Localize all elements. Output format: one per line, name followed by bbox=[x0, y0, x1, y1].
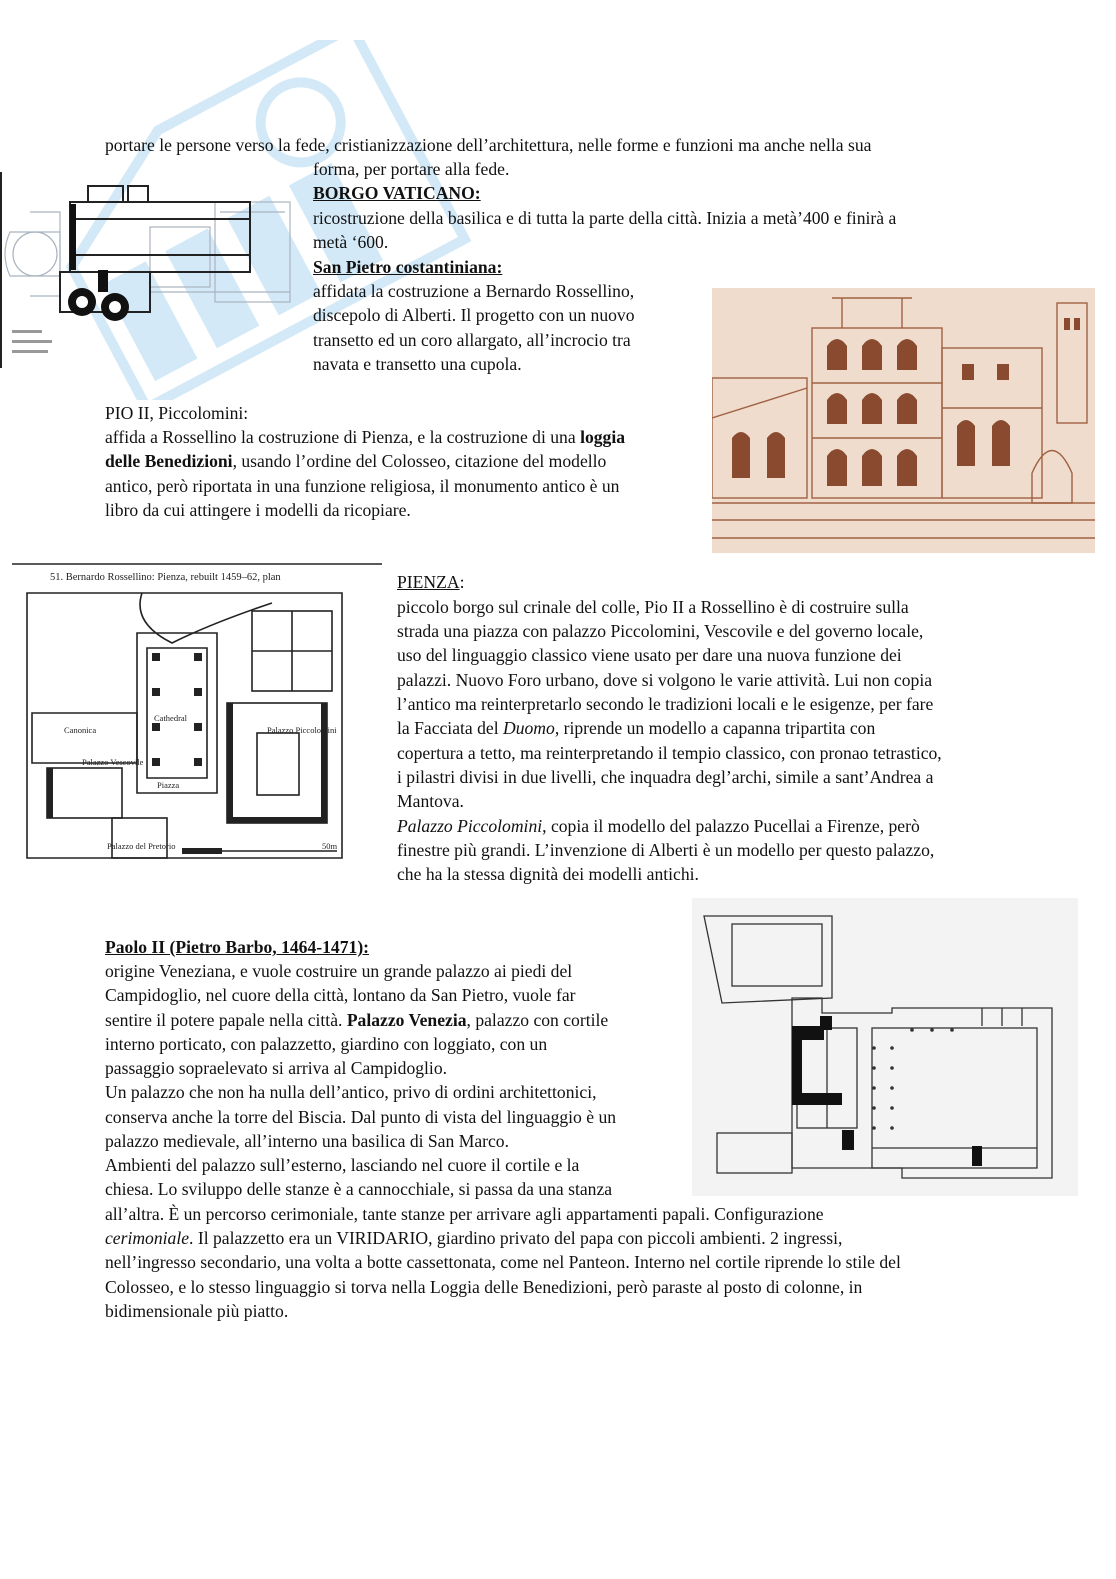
pienza-plan-caption: 51. Bernardo Rossellino: Pienza, rebuilt 1459–62, plan bbox=[50, 572, 281, 583]
paolo-line-5: passaggio sopraelevato si arriva al Campidoglio. bbox=[105, 1058, 448, 1078]
pio-line-2: delle Benedizioni, usando l’ordine del Colosseo, citazione del modello bbox=[105, 451, 607, 471]
paolo-line-9: Ambienti del palazzo sull’esterno, lasciando nel cuore il cortile e la bbox=[105, 1155, 580, 1175]
paolo-heading: Paolo II (Pietro Barbo, 1464-1471): bbox=[105, 937, 370, 957]
pio-line-1: affida a Rossellino la costruzione di Pienza, e la costruzione di una loggia bbox=[105, 427, 626, 447]
pienza-label-pretorio: Palazzo del Pretorio bbox=[107, 841, 176, 851]
pio-line-4: libro da cui attingere i modelli da ricopiare. bbox=[105, 500, 411, 520]
paolo-line-3: sentire il potere papale nella città. Palazzo Venezia, palazzo con cortile bbox=[105, 1010, 609, 1030]
pienza-line-10: Palazzo Piccolomini, copia il modello del palazzo Pucellai a Firenze, però bbox=[397, 816, 920, 836]
paolo-line-1: origine Veneziana, e vuole costruire un grande palazzo ai piedi del bbox=[105, 961, 573, 981]
pio-heading: PIO II, Piccolomini: bbox=[105, 403, 249, 423]
pienza-line-5: l’antico ma reinterpretarlo secondo le tradizioni locali e le esigenze, per fare bbox=[397, 694, 934, 714]
san-pietro-line-2: discepolo di Alberti. Il progetto con un nuovo bbox=[313, 305, 635, 325]
paolo-line-11: all’altra. È un percorso cerimoniale, tante stanze per arrivare agli appartamenti papali. Configurazione bbox=[105, 1204, 824, 1224]
pienza-line-8: i pilastri divisi in due livelli, che inquadra degl’archi, simile a sant’Andrea a bbox=[397, 767, 934, 787]
paolo-line-15: bidimensionale più piatto. bbox=[105, 1301, 289, 1321]
palazzo-venezia-plan-figure bbox=[692, 898, 1078, 1196]
paolo-line-14: Colosseo, e lo stesso linguaggio si torva nella Loggia delle Benedizioni, però paraste al posto di colonne, in bbox=[105, 1277, 863, 1297]
loggia-benedizioni-sketch bbox=[712, 288, 1095, 553]
borgo-vaticano-heading: BORGO VATICANO: bbox=[313, 183, 481, 203]
pienza-line-3: uso del linguaggio classico viene usato per dare una nuova funzione dei bbox=[397, 645, 902, 665]
paolo-line-12: cerimoniale. Il palazzetto era un VIRIDARIO, giardino privato del papa con piccoli ambienti. 2 ingressi, bbox=[105, 1228, 843, 1248]
pienza-label-cathedral: Cathedral bbox=[154, 713, 188, 723]
paolo-line-8: palazzo medievale, all’interno una basilica di San Marco. bbox=[105, 1131, 510, 1151]
borgo-line-1: ricostruzione della basilica e di tutta la parte della città. Inizia a metà’400 e finirà a bbox=[313, 208, 897, 228]
intro-line-2: forma, per portare alla fede. bbox=[313, 159, 510, 179]
pienza-line-7: copertura a tetto, ma reinterpretando il tempio classico, con pronao tetrastico, bbox=[397, 743, 942, 763]
san-pietro-line-3: transetto ed un coro allargato, all’incrocio tra bbox=[313, 330, 631, 350]
pienza-line-2: strada una piazza con palazzo Piccolomini, Vescovile e del governo locale, bbox=[397, 621, 924, 641]
pienza-line-1: piccolo borgo sul crinale del colle, Pio II a Rossellino è di costruire sulla bbox=[397, 597, 909, 617]
pienza-line-6: la Facciata del Duomo, riprende un modello a capanna tripartita con bbox=[397, 718, 876, 738]
pienza-label-vescovile: Palazzo Vescovile bbox=[82, 757, 144, 767]
pienza-label-piccolomini: Palazzo Piccolomini bbox=[267, 725, 337, 735]
pienza-label-piazza: Piazza bbox=[157, 780, 180, 790]
san-pietro-heading: San Pietro costantiniana: bbox=[313, 257, 503, 277]
paolo-line-4: interno porticato, con palazzetto, giardino con loggiato, con un bbox=[105, 1034, 548, 1054]
paolo-line-13: nell’ingresso secondario, una volta a botte cassettonata, come nel Panteon. Interno nel cortile riprende lo stile del bbox=[105, 1252, 901, 1272]
pienza-heading: PIENZA: bbox=[397, 572, 465, 592]
intro-line-1: portare le persone verso la fede, cristianizzazione dell’architettura, nelle forme e funzioni ma anche nella sua bbox=[105, 135, 872, 155]
paolo-line-7: conserva anche la torre del Biscia. Dal punto di vista del linguaggio è un bbox=[105, 1107, 617, 1127]
pienza-label-scale: 50m bbox=[322, 841, 338, 851]
san-pietro-plan-figure bbox=[0, 172, 300, 368]
pio-line-3: antico, però riportata in una funzione religiosa, il monumento antico è un bbox=[105, 476, 620, 496]
pienza-line-12: che ha la stessa dignità dei modelli antichi. bbox=[397, 864, 699, 884]
paolo-line-2: Campidoglio, nel cuore della città, lontano da San Pietro, vuole far bbox=[105, 985, 576, 1005]
paolo-line-6: Un palazzo che non ha nulla dell’antico, privo di ordini architettonici, bbox=[105, 1082, 597, 1102]
pienza-plan-figure bbox=[12, 563, 382, 871]
paolo-line-10: chiesa. Lo sviluppo delle stanze è a cannocchiale, si passa da una stanza bbox=[105, 1179, 613, 1199]
san-pietro-line-1: affidata la costruzione a Bernardo Rossellino, bbox=[313, 281, 635, 301]
pienza-label-canonica: Canonica bbox=[64, 725, 97, 735]
pienza-line-9: Mantova. bbox=[397, 791, 464, 811]
pienza-line-4: palazzi. Nuovo Foro urbano, dove si volgono le varie attività. Lui non copia bbox=[397, 670, 933, 690]
borgo-line-2: metà ‘600. bbox=[313, 232, 389, 252]
pienza-line-11: finestre più grandi. L’invenzione di Alberti è un modello per questo palazzo, bbox=[397, 840, 935, 860]
san-pietro-line-4: navata e transetto una cupola. bbox=[313, 354, 522, 374]
